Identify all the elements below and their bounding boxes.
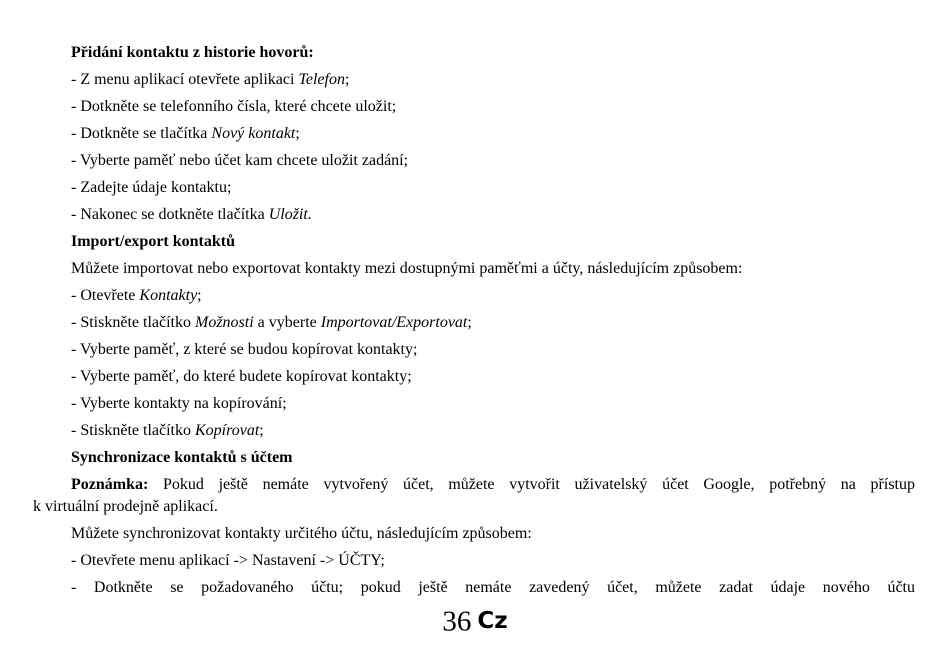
list-item: - Stiskněte tlačítko Možnosti a vyberte Importovat/Exportovat; [71,314,472,331]
list-item: - Vyberte paměť nebo účet kam chcete uložit zadání; [71,152,409,169]
list-item: - Otevřete Kontakty; [71,287,202,304]
list-item: - Z menu aplikací otevřete aplikaci Telefon; [71,71,350,88]
note-label: Poznámka: [71,476,149,493]
list-item: - Zadejte údaje kontaktu; [71,179,232,196]
list-item: - Dotkněte se požadovaného účtu; pokud ještě nemáte zavedený účet, můžete zadat údaje nového účtu [71,579,915,596]
list-item: - Dotkněte se tlačítka Nový kontakt; [71,125,300,142]
list-item: - Dotkněte se telefonního čísla, které chcete uložit; [71,98,397,115]
list-item: - Vyberte paměť, do které budete kopírovat kontakty; [71,368,412,385]
page-footer [0,604,950,638]
section-heading-add-from-call-history: Přidání kontaktu z historie hovorů: [71,44,314,61]
section-heading-sync-contacts: Synchronizace kontaktů s účtem [71,449,293,466]
language-code: Cz [477,608,508,635]
section-intro: Můžete synchronizovat kontakty určitého účtu, následujícím způsobem: [71,525,532,542]
list-item: - Stiskněte tlačítko Kopírovat; [71,422,264,439]
list-item: - Nakonec se dotkněte tlačítka Uložit. [71,206,312,223]
list-item: - Vyberte kontakty na kopírování; [71,395,287,412]
list-item: - Vyberte paměť, z které se budou kopírovat kontakty; [71,341,418,358]
list-item: - Otevřete menu aplikací -> Nastavení -> ÚČTY; [71,552,385,569]
page-number: 36 [442,605,472,638]
section-intro: Můžete importovat nebo exportovat kontakty mezi dostupnými paměťmi a účty, následujícím způsobem: [71,260,743,277]
note-paragraph-line: Poznámka: Pokud ještě nemáte vytvořený účet, můžete vytvořit uživatelský účet Google, potřebný na přístup [71,476,915,493]
note-paragraph-continuation: k virtuální prodejně aplikací. [33,498,218,515]
section-heading-import-export: Import/export kontaktů [71,233,236,250]
